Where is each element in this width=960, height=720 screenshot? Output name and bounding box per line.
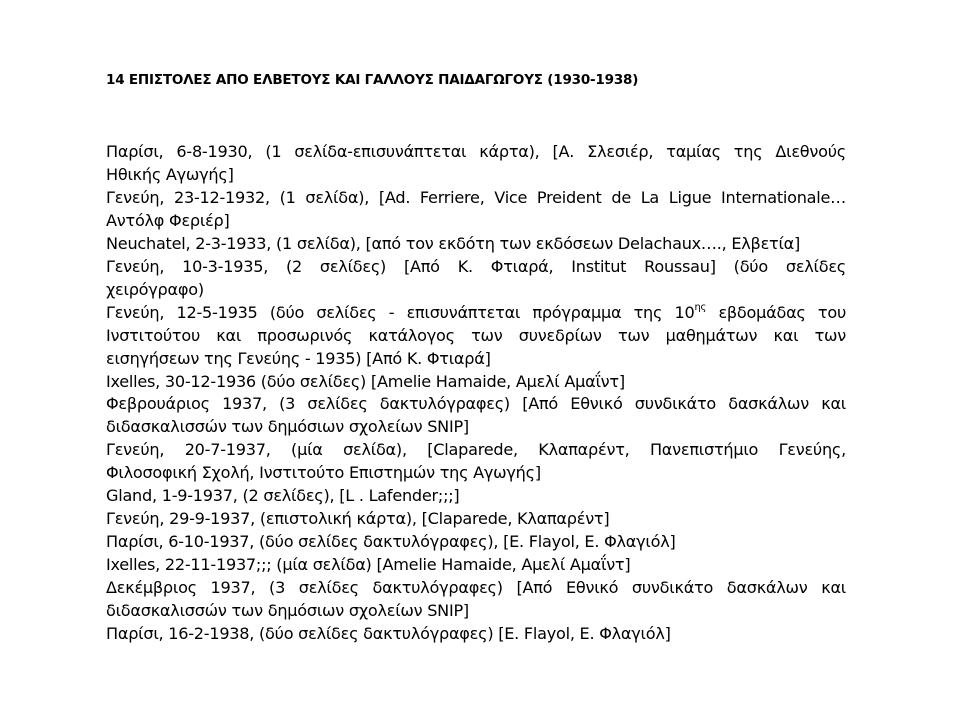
letter-entry <box>106 371 846 394</box>
letter-entry <box>106 531 846 554</box>
letter-entry <box>106 554 846 577</box>
letter-entry <box>106 393 846 439</box>
letter-entry <box>106 485 846 508</box>
entry-line: Ixelles, 30-12-1936 (δύο σελίδες) [Amelie Hamaide, Αμελί Αμαΐντ] <box>106 371 625 391</box>
letter-entry <box>106 623 846 646</box>
entry-line: εισηγήσεων της Γενεύης - 1935) [Από Κ. Φτιαρά] <box>106 348 491 368</box>
entry-line: Παρίσι, 6-10-1937, (δύο σελίδες δακτυλόγραφες), [E. Flayol, Ε. Φλαγιόλ] <box>106 532 676 552</box>
entry-line: Γενεύη, 29-9-1937, (επιστολική κάρτα), [Claparede, Κλαπαρέντ] <box>106 509 610 529</box>
entry-line: Γενεύη, 20-7-1937, (μία σελίδα), [Claparede, Κλαπαρέντ, Πανεπιστήμιο Γενεύης, <box>106 440 846 460</box>
letter-entry <box>106 256 846 302</box>
document-title: 14 ΕΠΙΣΤΟΛΕΣ ΑΠΟ ΕΛΒΕΤΟΥΣ ΚΑΙ ΓΑΛΛΟΥΣ ΠΑΙΔΑΓΩΓΟΥΣ (1930-1938) <box>106 72 639 88</box>
entry-line: Αντόλφ Φεριέρ] <box>106 210 230 230</box>
entry-line: Gland, 1-9-1937, (2 σελίδες), [L . Lafender;;;] <box>106 486 460 506</box>
entry-line: Γενεύη, 10-3-1935, (2 σελίδες) [Από Κ. Φτιαρά, Institut Roussau] (δύο σελίδες <box>106 256 846 276</box>
ordinal-superscript: ης <box>694 302 707 314</box>
letter-entry <box>106 439 846 485</box>
letter-list <box>106 141 846 646</box>
letter-entry <box>106 302 846 371</box>
entry-line-with-superscript <box>106 302 846 325</box>
letter-entry <box>106 577 846 623</box>
entry-line-text: εβδομάδας του <box>706 302 847 322</box>
letter-entry <box>106 141 846 187</box>
letter-entry <box>106 233 846 256</box>
entry-line: διδασκαλισσών των δημόσιων σχολείων SNIP] <box>106 601 469 621</box>
entry-line: Φιλοσοφική Σχολή, Ινστιτούτο Επιστημών της Αγωγής] <box>106 463 541 483</box>
entry-line: χειρόγραφο) <box>106 279 204 299</box>
entry-line: Γενεύη, 23-12-1932, (1 σελίδα), [Ad. Ferriere, Vice Preident de La Ligue Internationale… <box>106 187 846 207</box>
entry-line: Δεκέμβριος 1937, (3 σελίδες δακτυλόγραφες) [Από Εθνικό συνδικάτο δασκάλων και <box>106 578 846 598</box>
entry-line: Φεβρουάριος 1937, (3 σελίδες δακτυλόγραφες) [Από Εθνικό συνδικάτο δασκάλων και <box>106 394 846 414</box>
entry-line: Ixelles, 22-11-1937;;; (μία σελίδα) [Amelie Hamaide, Αμελί Αμαΐντ] <box>106 555 631 575</box>
entry-line: Ηθικής Αγωγής] <box>106 164 234 184</box>
entry-line: Παρίσι, 16-2-1938, (δύο σελίδες δακτυλόγραφες) [E. Flayol, Ε. Φλαγιόλ] <box>106 624 671 644</box>
letter-entry <box>106 508 846 531</box>
entry-line: Neuchatel, 2-3-1933, (1 σελίδα), [από τον εκδότη των εκδόσεων Delachaux…., Ελβετία] <box>106 233 801 253</box>
entry-line: Ινστιτούτου και προσωρινός κατάλογος των συνεδρίων των μαθημάτων και των <box>106 325 846 345</box>
entry-line: Παρίσι, 6-8-1930, (1 σελίδα-επισυνάπτεται κάρτα), [Α. Σλεσιέρ, ταμίας της Διεθνούς <box>106 142 846 161</box>
letter-entry <box>106 187 846 233</box>
entry-line-text: Γενεύη, 12-5-1935 (δύο σελίδες - επισυνάπτεται πρόγραμμα της 10 <box>106 302 695 322</box>
entry-line: διδασκαλισσών των δημόσιων σχολείων SNIP] <box>106 417 469 437</box>
